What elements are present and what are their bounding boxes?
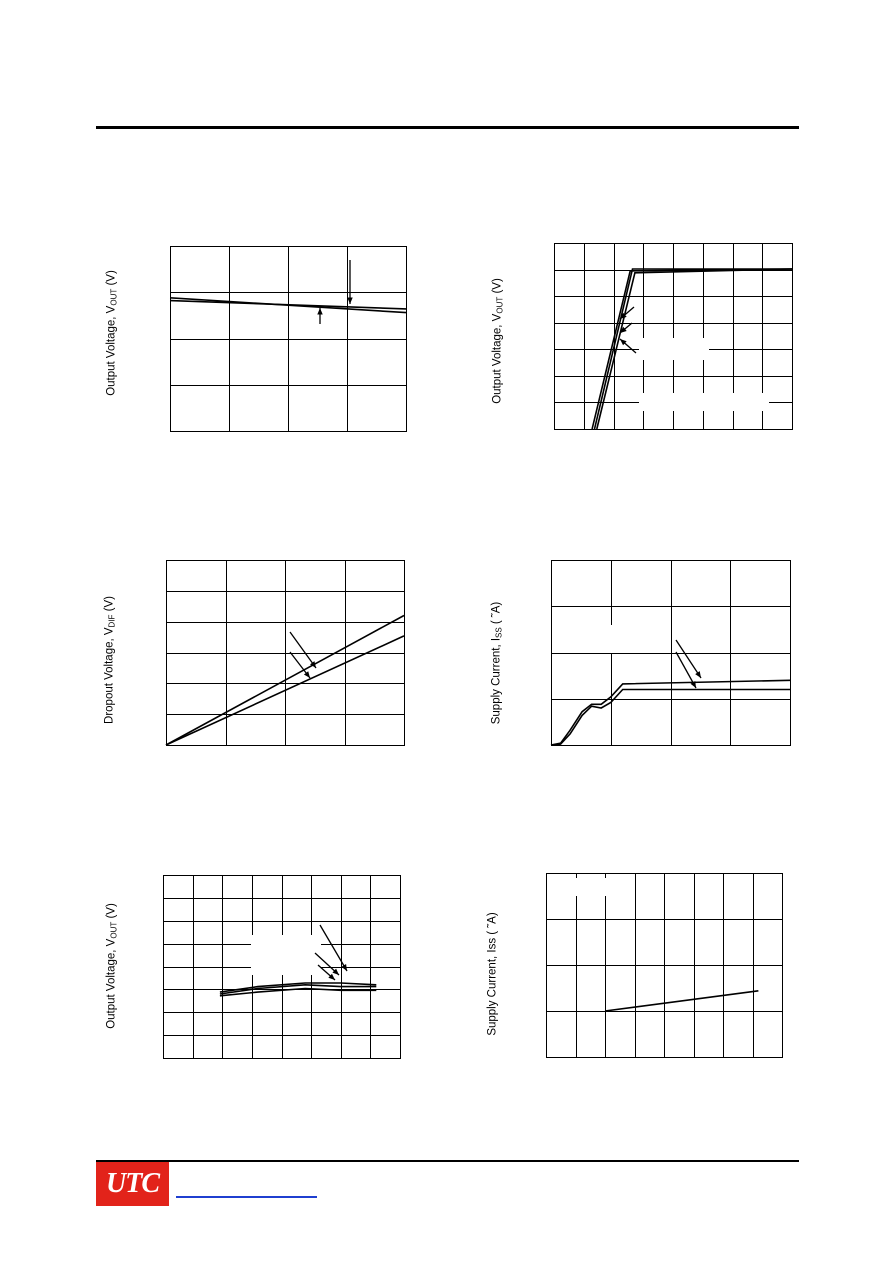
label-mask [571,878,621,896]
chart5-y-axis-label: Output Voltage, $V_{OUT}$ (V) [105,903,119,1029]
annotation-arrowhead [317,308,322,314]
annotation-arrow [320,925,347,971]
utc-logo: UTC [96,1162,169,1206]
chart6-plot-area [546,873,783,1058]
annotation-arrowhead [347,298,352,304]
chart6-grid [546,873,782,1057]
chart6-series-1 [605,991,758,1011]
chart3-plot-area [166,560,405,746]
label-mask [639,393,769,411]
chart5-plot-area [163,875,401,1059]
chart4-y-axis-label: Supply Current, $I_{SS}$ ( ˜A) [490,601,504,725]
chart3-y-axis-label: Dropout Voltage, $V_{DIF}$ (V) [103,596,117,724]
chart6-y-axis-label: Supply Current, Iss ( ˜A) [486,912,499,1036]
label-mask [251,935,321,975]
annotation-arrowhead [695,671,701,678]
chart1-y-axis-label: Output Voltage, $V_{OUT}$ (V) [105,270,119,396]
label-mask [611,625,666,653]
chart4-plot-area [551,560,791,746]
chart1-grid [170,246,406,431]
chart1-plot-area [170,246,407,432]
chart4-series-2 [551,690,790,746]
header-rule [96,126,799,129]
footer-rule [96,1160,799,1162]
chart2-y-axis-label: Output Voltage, $V_{OUT}$ (V) [491,278,505,404]
annotation-arrow [290,632,316,668]
label-mask [639,338,709,360]
chart2-plot-area [554,243,793,430]
footer-link[interactable] [176,1196,317,1198]
chart4-grid [551,560,790,745]
